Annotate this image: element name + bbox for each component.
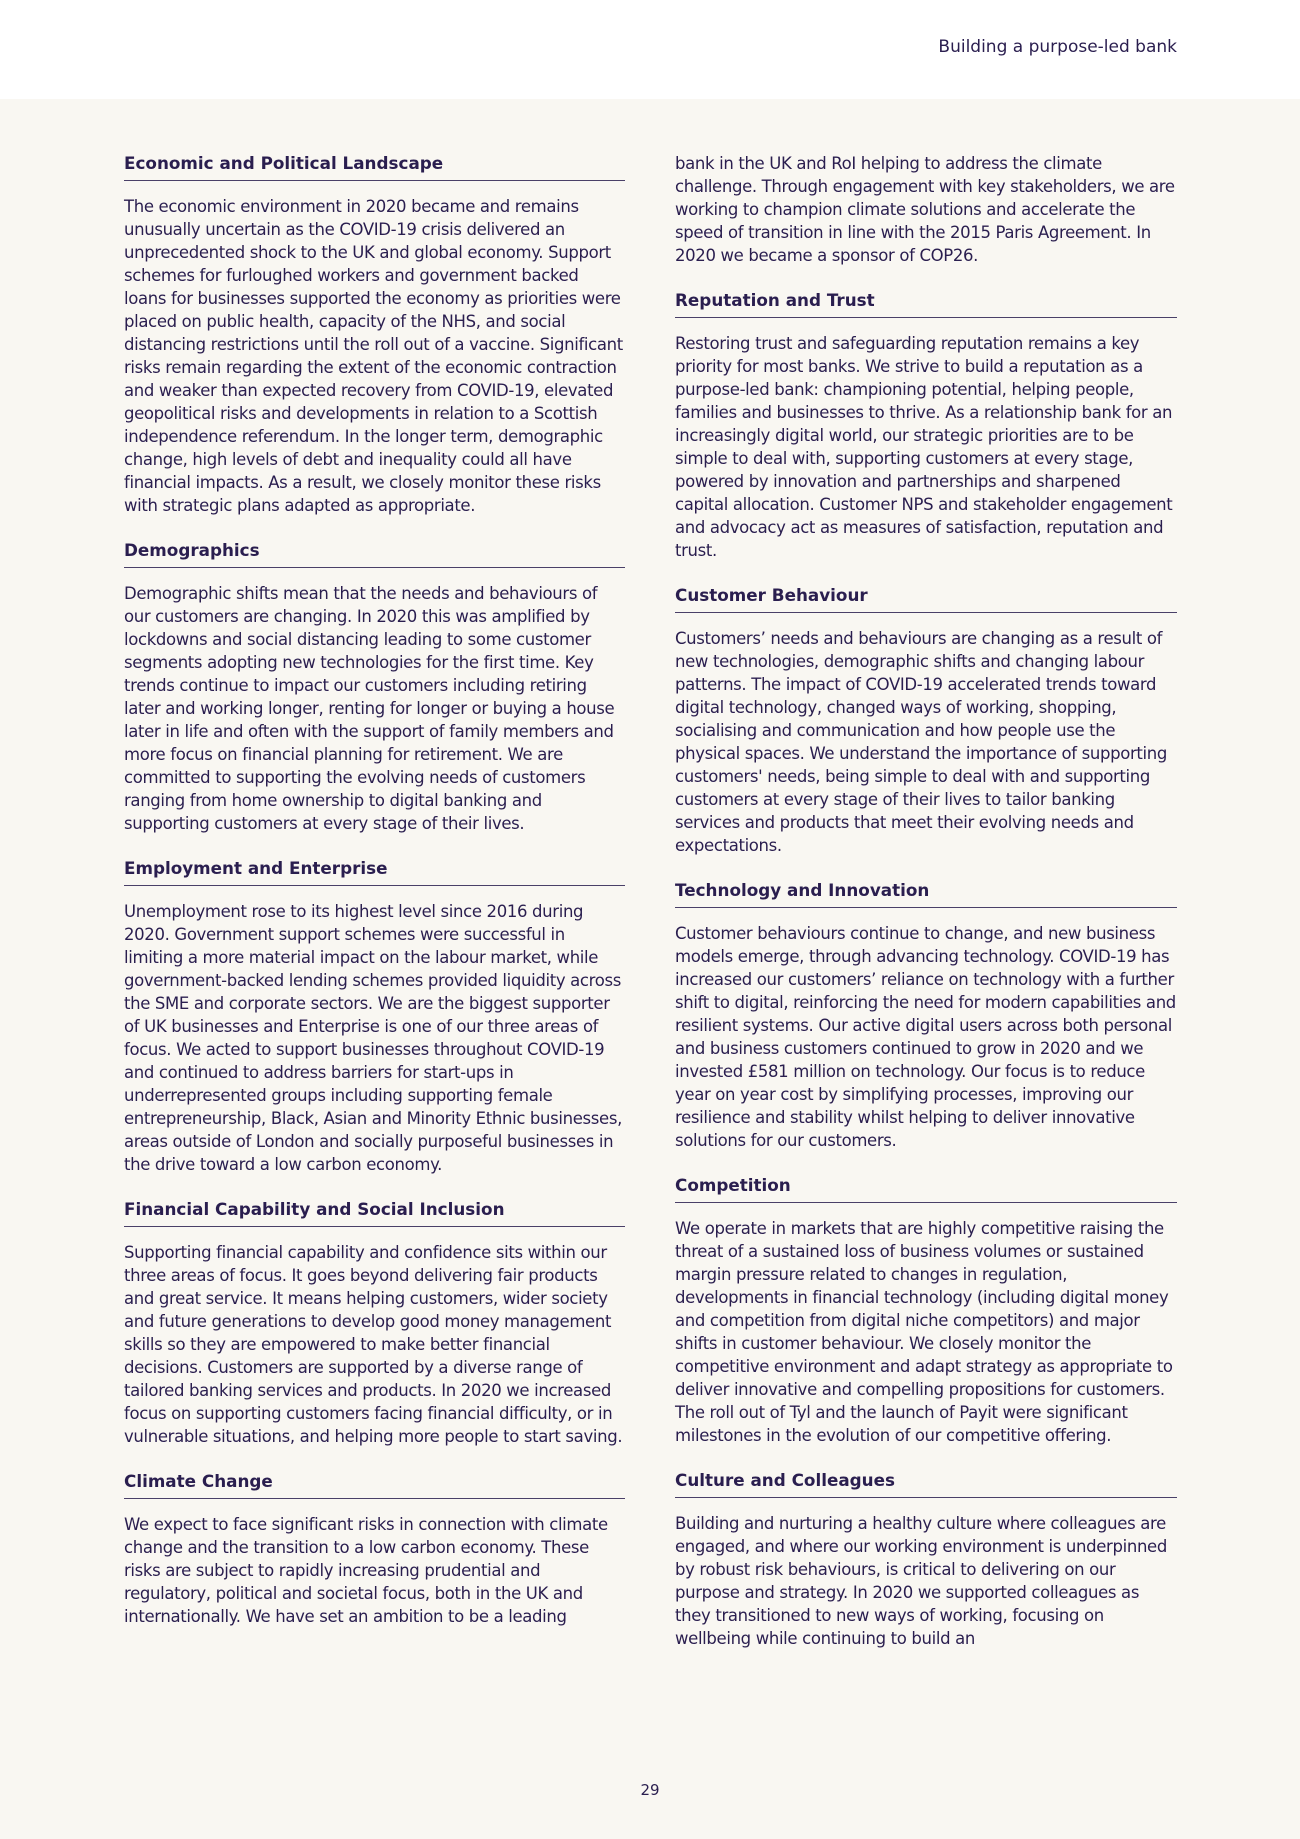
- section-reputation-trust: [675, 289, 1177, 562]
- section-customer-behaviour: [675, 584, 1177, 857]
- left-column: [124, 152, 625, 1650]
- section-body: We operate in markets that are highly competitive raising the threat of a sustained loss of business volumes or sustained margin pressure related to changes in regulation, developments in financial technology (including digital money and competition from digital niche competitors) and major shifts in customer behaviour. We closely monitor the competitive environment and adapt strategy as appropriate to deliver innovative and compelling propositions for customers. The roll out of Tyl and the launch of Payit were significant milestones in the evolution of our competitive offering.: [675, 1219, 1173, 1445]
- section-employment-enterprise: [124, 857, 625, 1176]
- right-column: [675, 152, 1177, 1672]
- section-body: Demographic shifts mean that the needs and behaviours of our customers are changing. In 2020 this was amplified by lockdowns and social distancing leading to some customer segments adopting new technologies for the first time. Key trends continue to impact our customers including retiring later and working longer, renting for longer or buying a house later in life and often with the support of family members and more focus on financial planning for retirement. We are committed to supporting the evolving needs of customers ranging from home ownership to digital banking and supporting customers at every stage of their lives.: [124, 584, 615, 833]
- section-heading: Economic and Political Landscape: [124, 152, 625, 181]
- section-body: The economic environment in 2020 became and remains unusually uncertain as the COVID-19 crisis delivered an unprecedented shock to the UK and global economy. Support schemes for furloughed workers and government backed loans for businesses supported the economy as priorities were placed on public health, capacity of the NHS, and social distancing restrictions until the roll out of a vaccine. Significant risks remain regarding the extent of the economic contraction and weaker than expected recovery from COVID-19, elevated geopolitical risks and developments in relation to a Scottish independence referendum. In the longer term, demographic change, high levels of debt and inequality could all have financial impacts. As a result, we closely monitor these risks with strategic plans adapted as appropriate.: [124, 197, 623, 515]
- section-heading: Demographics: [124, 539, 625, 568]
- section-culture-colleagues: [675, 1469, 1177, 1650]
- section-body: We expect to face significant risks in connection with climate change and the transition to a low carbon economy. These risks are subject to rapidly increasing prudential and regulatory, political and societal focus, both in the UK and internationally. We have set an ambition to be a leading: [124, 1515, 608, 1626]
- section-body: Customer behaviours continue to change, and new business models emerge, through advancing technology. COVID-19 has increased our customers’ reliance on technology with a further shift to digital, reinforcing the need for modern capabilities and resilient systems. Our active digital users across both personal and business customers continued to grow in 2020 and we invested £581 million on technology. Our focus is to reduce year on year cost by simplifying processes, improving our resilience and stability whilst helping to deliver innovative solutions for our customers.: [675, 924, 1176, 1150]
- section-body: Restoring trust and safeguarding reputation remains a key priority for most banks. We strive to build a reputation as a purpose-led bank: championing potential, helping people, families and businesses to thrive. As a relationship bank for an increasingly digital world, our strategic priorities are to be simple to deal with, supporting customers at every stage, powered by innovation and partnerships and sharpened capital allocation. Customer NPS and stakeholder engagement and advocacy act as measures of satisfaction, reputation and trust.: [675, 334, 1173, 560]
- section-body: Customers’ needs and behaviours are changing as a result of new technologies, demographic shifts and changing labour patterns. The impact of COVID-19 accelerated trends toward digital technology, changed ways of working, shopping, socialising and communication and how people use the physical spaces. We understand the importance of supporting customers' needs, being simple to deal with and supporting customers at every stage of their lives to tailor banking services and products that meet their evolving needs and expectations.: [675, 629, 1168, 855]
- section-body: Building and nurturing a healthy culture where colleagues are engaged, and where our working environment is underpinned by robust risk behaviours, is critical to delivering on our purpose and strategy. In 2020 we supported colleagues as they transitioned to new ways of working, focusing on wellbeing while continuing to build an: [675, 1514, 1167, 1648]
- section-heading: Financial Capability and Social Inclusion: [124, 1198, 625, 1227]
- section-body: Unemployment rose to its highest level since 2016 during 2020. Government support schemes were successful in limiting a more material impact on the labour market, while government-backed lending schemes provided liquidity across the SME and corporate sectors. We are the biggest supporter of UK businesses and Enterprise is one of our three areas of focus. We acted to support businesses throughout COVID-19 and continued to address barriers for start-ups in underrepresented groups including supporting female entrepreneurship, Black, Asian and Minority Ethnic businesses, areas outside of London and socially purposeful businesses in the drive toward a low carbon economy.: [124, 902, 622, 1174]
- section-competition: [675, 1174, 1177, 1447]
- section-heading: Customer Behaviour: [675, 584, 1177, 613]
- section-economic-political: [124, 152, 625, 517]
- section-heading: Reputation and Trust: [675, 289, 1177, 318]
- section-heading: Employment and Enterprise: [124, 857, 625, 886]
- section-technology-innovation: [675, 879, 1177, 1152]
- section-heading: Climate Change: [124, 1470, 625, 1499]
- section-heading: Culture and Colleagues: [675, 1469, 1177, 1498]
- top-band: [0, 0, 1300, 99]
- running-header: Building a purpose-led bank: [938, 37, 1177, 57]
- section-demographics: [124, 539, 625, 835]
- climate-change-continuation: bank in the UK and RoI helping to address the climate challenge. Through engagement with key stakeholders, we are working to champion climate solutions and accelerate the speed of transition in line with the 2015 Paris Agreement. In 2020 we became a sponsor of COP26.: [675, 154, 1175, 265]
- section-financial-capability: [124, 1198, 625, 1448]
- section-body: Supporting financial capability and confidence sits within our three areas of focus. It goes beyond delivering fair products and great service. It means helping customers, wider society and future generations to develop good money management skills so they are empowered to make better financial decisions. Customers are supported by a diverse range of tailored banking services and products. In 2020 we increased focus on supporting customers facing financial difficulty, or in vulnerable situations, and helping more people to start saving.: [124, 1243, 623, 1446]
- section-heading: Technology and Innovation: [675, 879, 1177, 908]
- page-number: 29: [640, 1781, 660, 1799]
- section-climate-change: [124, 1470, 625, 1628]
- section-heading: Competition: [675, 1174, 1177, 1203]
